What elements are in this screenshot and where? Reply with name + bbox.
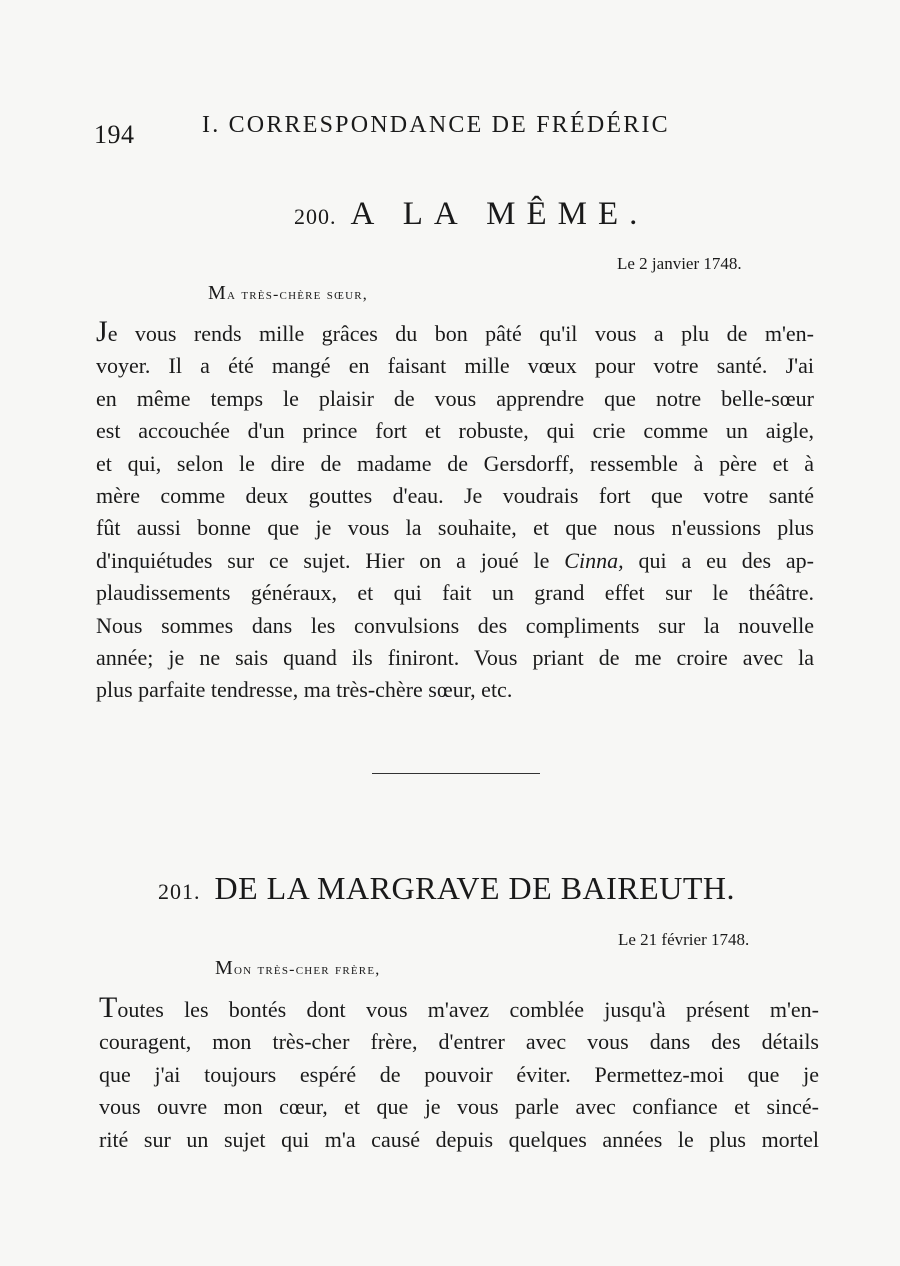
text-line: mère comme deux gouttes d'eau. Je voudrais fort que votre santé [96, 483, 814, 509]
letter-number: 200. [294, 204, 337, 229]
running-head [94, 108, 714, 148]
text-line: Nous sommes dans les convulsions des compliments sur la nouvelle [96, 612, 814, 638]
salutation [208, 282, 368, 305]
text-line: année; je ne sais quand ils finiront. Vous priant de me croire avec la [96, 645, 814, 671]
salutation-initial: M [215, 957, 234, 979]
letter-number: 201. [158, 879, 201, 904]
drop-cap: T [99, 991, 118, 1024]
letter-title: DE LA MARGRAVE DE BAIREUTH. [214, 870, 735, 906]
text-line: est accouchée d'un prince fort et robuste, qui crie comme un aigle, [96, 418, 814, 444]
text-line: et qui, selon le dire de madame de Gersdorff, ressemble à père et à [96, 450, 814, 476]
text-line: plus parfaite tendresse, ma très-chère sœur, etc. [96, 677, 513, 703]
text-line: d'inquiétudes sur ce sujet. Hier on a joué le Cinna, qui a eu des ap- [96, 547, 814, 573]
text-line: voyer. Il a été mangé en faisant mille vœux pour votre santé. J'ai [96, 353, 814, 379]
running-title: I. CORRESPONDANCE DE FRÉDÉRIC [202, 112, 670, 138]
salutation-text: on très-cher frère, [233, 961, 381, 978]
salutation-text: a très-chère sœur, [226, 286, 368, 303]
text-line: vous ouvre mon cœur, et que je vous parle avec confiance et sincé- [99, 1094, 819, 1120]
page-number: 194 [94, 120, 135, 149]
salutation [215, 957, 380, 980]
letter-title: A LA MÊME. [350, 196, 649, 232]
text-line: que j'ai toujours espéré de pouvoir éviter. Permettez-moi que je [99, 1061, 819, 1087]
letter-body [96, 316, 814, 707]
text-line: Je vous rends mille grâces du bon pâté qu'il vous a plu de m'en- [96, 315, 814, 348]
text-line: en même temps le plaisir de vous apprendre que notre belle-sœur [96, 385, 814, 411]
text-line: fût aussi bonne que je vous la souhaite, et que nous n'eussions plus [96, 515, 814, 541]
section-divider [372, 773, 540, 774]
letter-date: Le 2 janvier 1748. [617, 254, 742, 273]
letter-date: Le 21 février 1748. [618, 930, 750, 949]
letter-heading-200 [294, 196, 648, 233]
text-line: rité sur un sujet qui m'a causé depuis quelques années le plus mortel [99, 1126, 819, 1152]
letter-body [99, 992, 819, 1156]
text-line: couragent, mon très-cher frère, d'entrer avec vous dans des détails [99, 1029, 819, 1055]
letter-heading-201 [158, 870, 735, 907]
text-line: Toutes les bontés dont vous m'avez comblée jusqu'à présent m'en- [99, 991, 819, 1024]
salutation-initial: M [208, 282, 227, 304]
drop-cap: J [96, 315, 108, 348]
work-title: Cinna, [564, 547, 624, 573]
text-line: plaudissements généraux, et qui fait un grand effet sur le théâtre. [96, 580, 814, 606]
